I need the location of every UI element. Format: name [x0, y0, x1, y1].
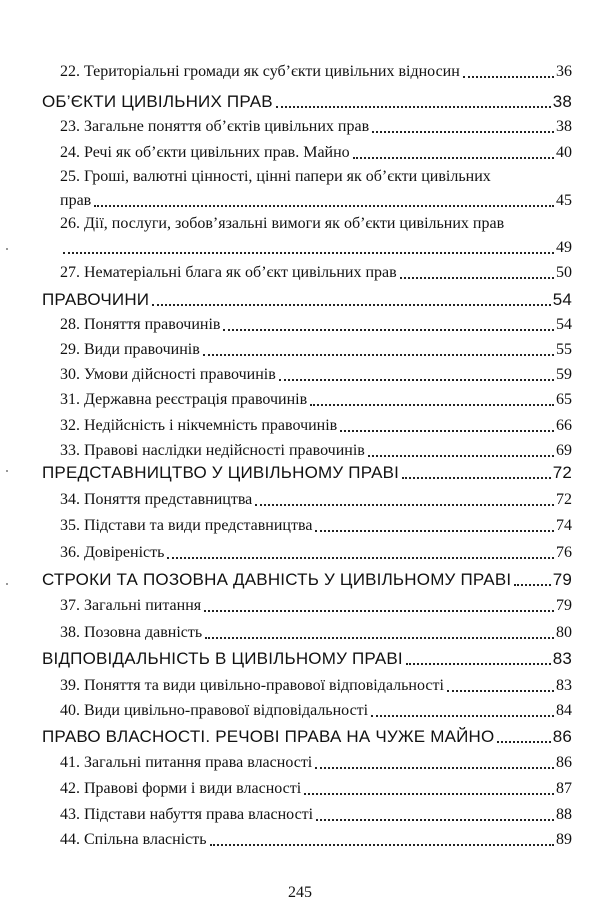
toc-page-number: 69 — [556, 442, 572, 459]
toc-item — [60, 516, 572, 536]
toc-item — [60, 596, 572, 616]
toc-item — [60, 340, 572, 360]
scan-speck — [6, 470, 8, 472]
toc-page-number: 72 — [552, 463, 572, 482]
dot-leader — [447, 689, 554, 692]
toc-item-title: 24. Речі як об’єкти цивільних прав. Майно — [60, 144, 350, 161]
toc-page-number: 88 — [556, 806, 572, 823]
toc-item — [60, 214, 572, 258]
toc-page-number: 65 — [556, 391, 572, 408]
toc-item-title: 32. Недійсність і нікчемність правочинів — [60, 417, 338, 434]
toc-section-title: ОБ’ЄКТИ ЦИВІЛЬНИХ ПРАВ — [42, 92, 273, 111]
dot-leader — [304, 792, 554, 795]
toc-page-number: 38 — [556, 118, 572, 135]
toc-page-number: 66 — [556, 417, 572, 434]
dot-leader — [463, 75, 554, 78]
toc-page-number: 49 — [556, 239, 572, 256]
toc-page-number: 86 — [552, 727, 572, 746]
toc-item — [60, 390, 572, 410]
toc-item-title: 44. Спільна власність — [60, 831, 207, 848]
dot-leader — [497, 740, 550, 743]
dot-leader — [400, 276, 554, 279]
toc-page-number: 80 — [556, 624, 572, 641]
toc-item-title: 35. Підстави та види представництва — [60, 517, 313, 534]
dot-leader — [63, 251, 554, 254]
toc-page-number: 83 — [556, 677, 572, 694]
toc-item-title: 27. Нематеріальні блага як об’єкт цивільних прав — [60, 264, 397, 281]
toc-page-number: 40 — [556, 144, 572, 161]
toc-item-title: 34. Поняття представництва — [60, 491, 253, 508]
toc-item-title: 39. Поняття та види цивільно-правової відповідальності — [60, 677, 444, 694]
scan-speck — [6, 583, 8, 585]
toc-item — [60, 416, 572, 436]
scan-speck — [6, 248, 8, 250]
dot-leader — [204, 609, 554, 612]
toc-section — [42, 290, 572, 310]
dot-leader — [368, 454, 554, 457]
toc-section-title: ПРЕДСТАВНИЦТВО У ЦИВІЛЬНОМУ ПРАВІ — [42, 463, 400, 482]
toc-item-title: 31. Державна реєстрація правочинів — [60, 391, 308, 408]
dot-leader — [167, 556, 554, 559]
page-number: 245 — [288, 884, 312, 901]
toc-item — [60, 441, 572, 461]
toc-section — [42, 92, 572, 112]
dot-leader — [316, 818, 554, 821]
dot-leader — [353, 156, 554, 159]
toc-item — [60, 167, 572, 211]
toc-item-title: 41. Загальні питання права власності — [60, 754, 313, 771]
toc-item — [60, 117, 572, 137]
toc-page-number: 83 — [552, 649, 572, 668]
toc-page-number: 79 — [556, 597, 572, 614]
toc-page-number: 74 — [556, 517, 572, 534]
toc-page-number: 76 — [556, 544, 572, 561]
toc-item-title: 23. Загальне поняття об’єктів цивільних прав — [60, 118, 370, 135]
toc-page-number: 54 — [556, 316, 572, 333]
dot-leader — [223, 328, 554, 331]
toc-page-number: 89 — [556, 831, 572, 848]
toc-item-title: 22. Територіальні громади як суб’єкти цивільних відносин — [60, 63, 460, 80]
toc-item-title: 43. Підстави набуття права власності — [60, 806, 314, 823]
toc-item-title: 28. Поняття правочинів — [60, 316, 221, 333]
toc-item — [60, 490, 572, 510]
toc-item-title: 30. Умови дійсності правочинів — [60, 366, 276, 383]
toc-item — [60, 676, 572, 696]
toc-item — [60, 701, 572, 721]
dot-leader — [210, 843, 554, 846]
dot-leader — [340, 429, 554, 432]
toc-page-number: 38 — [552, 92, 572, 111]
toc-item — [60, 779, 572, 799]
toc-section — [42, 727, 572, 747]
toc-section-title: ВІДПОВІДАЛЬНІСТЬ В ЦИВІЛЬНОМУ ПРАВІ — [42, 649, 403, 668]
dot-leader — [94, 204, 554, 207]
dot-leader — [203, 353, 554, 356]
toc-item — [60, 753, 572, 773]
toc-item — [60, 315, 572, 335]
dot-leader — [310, 403, 554, 406]
toc-page-number: 55 — [556, 341, 572, 358]
dot-leader — [514, 583, 550, 586]
toc-item — [60, 62, 572, 82]
toc-section-title: СТРОКИ ТА ПОЗОВНА ДАВНІСТЬ У ЦИВІЛЬНОМУ ПРАВІ — [42, 570, 512, 589]
dot-leader — [255, 503, 554, 506]
toc-section-title: ПРАВО ВЛАСНОСТІ. РЕЧОВІ ПРАВА НА ЧУЖЕ МАЙНО — [42, 727, 495, 746]
toc-section — [42, 463, 572, 483]
toc-page-number: 54 — [552, 290, 572, 309]
toc-item — [60, 143, 572, 163]
dot-leader — [315, 529, 554, 532]
toc-item — [60, 805, 572, 825]
dot-leader — [205, 636, 554, 639]
toc-item-title: 42. Правові форми і види власності — [60, 780, 302, 797]
toc-item — [60, 830, 572, 850]
dot-leader — [371, 714, 554, 717]
toc-item-title: 29. Види правочинів — [60, 341, 200, 358]
toc-page-number: 86 — [556, 754, 572, 771]
toc-item-title: 26. Дії, послуги, зобов’язальні вимоги як об’єкти цивільних прав — [60, 215, 505, 232]
dot-leader — [402, 476, 551, 479]
dot-leader — [279, 378, 554, 381]
toc-item-title: 37. Загальні питання — [60, 597, 202, 614]
toc-item — [60, 543, 572, 563]
dot-leader — [315, 766, 554, 769]
toc-item-title: 38. Позовна давність — [60, 624, 203, 641]
toc-page-number: 72 — [556, 491, 572, 508]
toc-item-title: 33. Правові наслідки недійсності правочинів — [60, 442, 365, 459]
toc-section-title: ПРАВОЧИНИ — [42, 290, 150, 309]
dot-leader — [406, 662, 551, 665]
toc-item-title-continued: прав — [60, 192, 92, 209]
toc-page-number: 45 — [556, 192, 572, 209]
toc-page-number: 59 — [556, 366, 572, 383]
toc-item-title: 25. Гроші, валютні цінності, цінні папери як об’єкти цивільних — [60, 168, 491, 185]
toc-section — [42, 570, 572, 590]
toc-page-number: 87 — [556, 780, 572, 797]
toc-section — [42, 649, 572, 669]
toc-item-title: 40. Види цивільно-правової відповідальності — [60, 702, 369, 719]
toc-page-number: 50 — [556, 264, 572, 281]
toc-page-number: 84 — [556, 702, 572, 719]
toc-item — [60, 365, 572, 385]
toc-page-number: 79 — [552, 570, 572, 589]
toc-page-number: 36 — [556, 63, 572, 80]
toc-item — [60, 623, 572, 643]
dot-leader — [152, 303, 550, 306]
toc-item-title: 36. Довіреність — [60, 544, 165, 561]
toc-item — [60, 263, 572, 283]
dot-leader — [276, 105, 551, 108]
dot-leader — [372, 130, 554, 133]
